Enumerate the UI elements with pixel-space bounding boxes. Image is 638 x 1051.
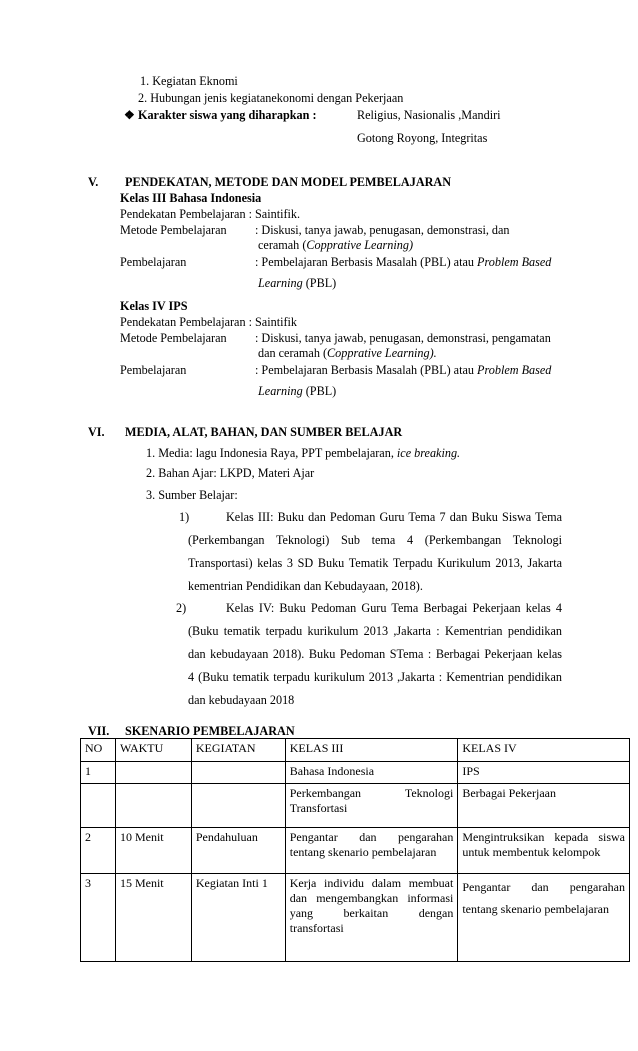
header-kegiatan: KEGIATAN [191, 739, 285, 762]
kelas3-metode-value: : Diskusi, tanya jawab, penugasan, demonstrasi, dan [255, 223, 510, 237]
cell-kelas3: Perkembangan Teknologi Transfortasi [285, 784, 458, 828]
table-row [81, 762, 630, 784]
cell-no: 2 [81, 828, 116, 874]
kelas4-pendekatan: Pendekatan Pembelajaran : Saintifik [120, 315, 298, 329]
kelas3-model-value [255, 255, 551, 270]
kelas4-metode-label: Metode Pembelajaran [120, 331, 227, 345]
cell-kegiatan: Pendahuluan [191, 828, 285, 874]
kelas4-model-value-cont [258, 384, 336, 399]
text: : Pembelajaran Berbasis Masalah (PBL) atau [255, 255, 478, 269]
karakter-label: ❖ Karakter siswa yang diharapkan : [124, 108, 317, 122]
text: 1. Media: lagu Indonesia Raya, PPT pembelajaran, [146, 446, 397, 460]
sub1-line: Transportasi) kelas 3 SD Buku Tematik Terpadu Kurikulum 2013, Jakarta [188, 556, 562, 570]
text: (PBL) [302, 384, 337, 398]
section-number-v: V. [88, 175, 99, 189]
cell-no: 3 [81, 874, 116, 962]
kelas4-metode-value-cont [258, 346, 437, 361]
sub2-line: Kelas IV: Buku Pedoman Guru Tema Berbagai Pekerjaan kelas 4 [226, 601, 562, 615]
skenario-table [80, 738, 630, 962]
cell-kegiatan [191, 762, 285, 784]
header-no: NO [81, 739, 116, 762]
italic-text: Copprative Learning). [327, 346, 437, 360]
text: dan ceramah ( [258, 346, 328, 360]
text: (PBL) [302, 276, 337, 290]
kelas3-model-value-cont [258, 276, 336, 291]
table-row [81, 828, 630, 874]
section-title-vii: SKENARIO PEMBELAJARAN [125, 724, 295, 738]
bahan-ajar-item: 2. Bahan Ajar: LKPD, Materi Ajar [146, 466, 315, 480]
sub1-line: Kelas III: Buku dan Pedoman Guru Tema 7 dan Buku Siswa Tema [226, 510, 562, 524]
italic-text: ice breaking. [396, 446, 461, 460]
header-waktu: WAKTU [115, 739, 191, 762]
karakter-value-1: Religius, Nasionalis ,Mandiri [357, 108, 501, 122]
list-item-hubungan: 2. Hubungan jenis kegiatanekonomi dengan Pekerjaan [138, 91, 404, 105]
cell-waktu: 15 Menit [115, 874, 191, 962]
cell-kelas4: Pengantar dan pengarahan tentang skenario pembelajaran [458, 874, 630, 962]
kelas3-metode-label: Metode Pembelajaran [120, 223, 227, 237]
cell-no: 1 [81, 762, 116, 784]
kelas3-model-label: Pembelajaran [120, 255, 187, 269]
cell-kegiatan: Kegiatan Inti 1 [191, 874, 285, 962]
cell-waktu [115, 762, 191, 784]
sub2-line: dan kebudayaan 2018). Buku Pedoman STema : Berbagai Pekerjaan kelas [188, 647, 562, 661]
cell-no [81, 784, 116, 828]
kelas4-model-label: Pembelajaran [120, 363, 187, 377]
table-row [81, 874, 630, 962]
italic-text: Problem Based [477, 363, 552, 377]
sub-item-number: 1) [179, 510, 190, 524]
cell-kelas3: Pengantar dan pengarahan tentang skenario pembelajaran [285, 828, 458, 874]
section-number-vii: VII. [88, 724, 110, 738]
sub2-line: 4 (Buku tematik terpadu kurikulum 2013 ,Jakarta : Kementrian pendidikan [188, 670, 562, 684]
kelas3-pendekatan: Pendekatan Pembelajaran : Saintifik. [120, 207, 301, 221]
italic-text: Problem Based [477, 255, 552, 269]
text: ceramah ( [258, 238, 307, 252]
cell-kelas4: IPS [458, 762, 630, 784]
italic-text: Learning [258, 276, 303, 290]
cell-kelas3: Kerja individu dalam membuat dan mengembangkan informasi yang berkaitan dengan transfortasi [285, 874, 458, 962]
cell-kegiatan [191, 784, 285, 828]
header-kelas4: KELAS IV [458, 739, 630, 762]
sub1-line: (Perkembangan Teknologi) Sub tema 4 (Perkembangan Teknologi [188, 533, 562, 547]
kelas4-model-value [255, 363, 551, 378]
table-header-row [81, 739, 630, 762]
sumber-belajar-item: 3. Sumber Belajar: [146, 488, 238, 502]
sub-item-number: 2) [176, 601, 187, 615]
cell-kelas3: Bahasa Indonesia [285, 762, 458, 784]
table-row [81, 784, 630, 828]
cell-waktu: 10 Menit [115, 828, 191, 874]
italic-text: Learning [258, 384, 303, 398]
section-title-vi: MEDIA, ALAT, BAHAN, DAN SUMBER BELAJAR [125, 425, 403, 439]
cell-waktu [115, 784, 191, 828]
section-title-v: PENDEKATAN, METODE DAN MODEL PEMBELAJARAN [125, 175, 452, 189]
list-item-kegiatan-ekonomi: 1. Kegiatan Eknomi [140, 74, 238, 88]
cell-kelas4: Berbagai Pekerjaan [458, 784, 630, 828]
sub1-line: kementrian Pendidikan dan Kebudayaan, 2018). [188, 579, 423, 593]
header-kelas3: KELAS III [285, 739, 458, 762]
kelas3-heading: Kelas III Bahasa Indonesia [120, 191, 262, 205]
media-item [146, 446, 460, 461]
kelas4-metode-value: : Diskusi, tanya jawab, penugasan, demonstrasi, pengamatan [255, 331, 551, 345]
kelas3-metode-value-cont [258, 238, 413, 253]
cell-kelas4: Mengintruksikan kepada siswa untuk membentuk kelompok [458, 828, 630, 874]
sub2-line: dan kebudayaan 2018 [188, 693, 295, 707]
karakter-value-2: Gotong Royong, Integritas [357, 131, 488, 145]
sub2-line: (Buku tematik terpadu kurikulum 2013 ,Jakarta : Kementrian pendidikan [188, 624, 562, 638]
italic-text: Copprative Learning) [306, 238, 414, 252]
text: : Pembelajaran Berbasis Masalah (PBL) atau [255, 363, 478, 377]
kelas4-heading: Kelas IV IPS [120, 299, 188, 313]
section-number-vi: VI. [88, 425, 105, 439]
